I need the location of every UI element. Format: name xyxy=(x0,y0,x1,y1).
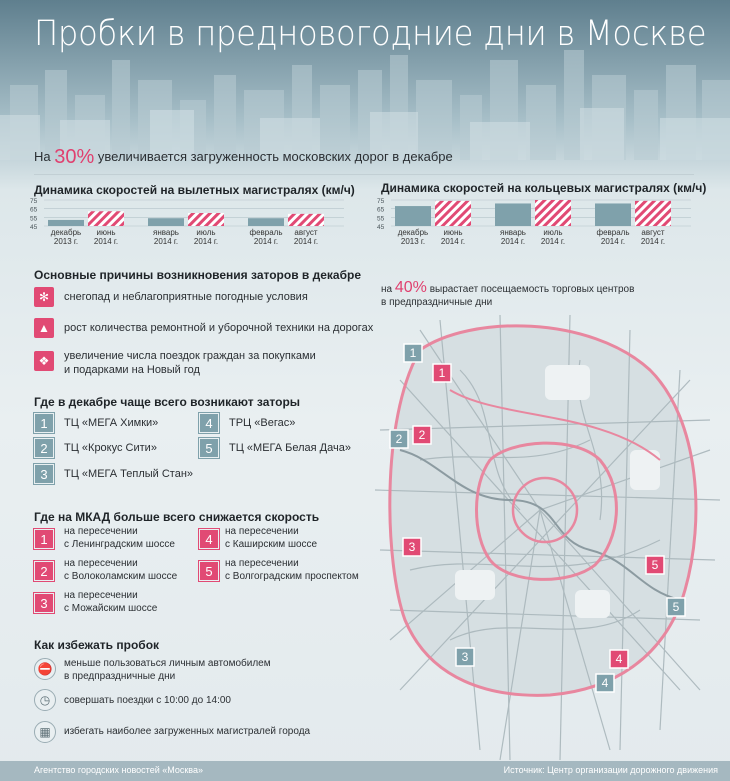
cause-item-shopping-line1: увеличение числа поездок граждан за покупками xyxy=(64,350,316,362)
y-tick-label: 65 xyxy=(377,206,385,214)
map-mkad-3: 3 xyxy=(408,540,416,554)
chart-ring-speeds xyxy=(377,196,695,258)
mkad-item-4 xyxy=(225,525,317,551)
mkad-item-5 xyxy=(225,557,359,583)
lead-percent: 30% xyxy=(54,146,95,168)
x-tick-label: февраль xyxy=(596,228,630,237)
bar-summer-1 xyxy=(435,201,471,226)
mkad-item-1-line1: на пересечении xyxy=(64,526,138,537)
x-tick-year: 2014 г. xyxy=(293,237,319,246)
mkad-item-4-line2: с Каширским шоссе xyxy=(225,539,318,550)
map-mall-2: 2 xyxy=(395,432,403,446)
cause-item-shopping xyxy=(64,349,316,377)
mkad-item-5-line1: на пересечении xyxy=(225,558,299,569)
bar-winter-0 xyxy=(48,220,84,226)
mall-label-5: ТЦ «МЕГА Белая Дача» xyxy=(229,442,351,454)
divider xyxy=(34,174,694,175)
bar-summer-5 xyxy=(288,214,324,226)
mall-label-1: ТЦ «МЕГА Химки» xyxy=(64,417,159,429)
chart2-title: Динамика скоростей на кольцевых магистралях (км/ч) xyxy=(381,181,707,195)
malls-title: Где в декабре чаще всего возникают заторы xyxy=(34,395,301,409)
x-tick-label: декабрь xyxy=(50,228,82,237)
bar-winter-4 xyxy=(595,203,631,226)
map-mkad-1: 1 xyxy=(438,366,446,380)
bar-winter-2 xyxy=(148,218,184,226)
mkad-item-1 xyxy=(64,525,175,551)
bar-summer-3 xyxy=(188,213,224,226)
map-mkad-2: 2 xyxy=(418,428,426,442)
chart-outbound-speeds xyxy=(30,196,348,258)
x-tick-label: июнь xyxy=(443,228,463,237)
x-tick-year: 2014 г. xyxy=(540,237,566,246)
mkad-marker-2: 2 xyxy=(34,561,54,581)
map-mall-4: 4 xyxy=(601,676,609,690)
mkad-item-1-line2: с Ленинградским шоссе xyxy=(64,539,175,550)
mkad-item-2 xyxy=(64,557,177,583)
bar-winter-0 xyxy=(395,206,431,226)
mall-marker-1: 1 xyxy=(34,413,54,433)
bar-summer-3 xyxy=(535,200,571,226)
lead-text xyxy=(34,146,453,169)
avoid-title: Как избежать пробок xyxy=(34,638,160,652)
x-tick-label: январь xyxy=(500,228,526,237)
mkad-item-3-line1: на пересечении xyxy=(64,590,138,601)
mkad-marker-1: 1 xyxy=(34,529,54,549)
mkad-item-3-line2: с Можайским шоссе xyxy=(64,603,158,614)
footer-agency: Агентство городских новостей «Москва» xyxy=(34,765,203,775)
map-mall-3: 3 xyxy=(461,650,469,664)
avoid-item-car xyxy=(64,657,271,683)
x-tick-year: 2014 г. xyxy=(93,237,119,246)
mkad-item-3 xyxy=(64,589,157,615)
lead-body: увеличивается загруженность московских дорог в декабре xyxy=(97,149,453,164)
gift-icon: ❖ xyxy=(34,351,54,371)
x-tick-year: 2014 г. xyxy=(600,237,626,246)
page-title: Пробки в предновогодние дни в Москве xyxy=(34,14,707,54)
snowflake-icon: ✻ xyxy=(34,287,54,307)
no-car-icon: ⛔ xyxy=(34,658,56,680)
y-tick-label: 65 xyxy=(30,206,38,214)
avoid-item-roads: избегать наиболее загруженных магистралей города xyxy=(64,726,311,737)
mall-marker-4: 4 xyxy=(199,413,219,433)
footer-source: Источник: Центр организации дорожного движения xyxy=(503,765,718,775)
mkad-item-5-line2: с Волгоградским проспектом xyxy=(225,571,359,582)
x-tick-label: июль xyxy=(543,228,563,237)
x-tick-year: 2014 г. xyxy=(193,237,219,246)
cause-item-equipment: рост количества ремонтной и уборочной техники на дорогах xyxy=(64,322,374,334)
x-tick-year: 2014 г. xyxy=(440,237,466,246)
x-tick-year: 2014 г. xyxy=(500,237,526,246)
avoid-item-car-line1: меньше пользоваться личным автомобилем xyxy=(64,658,271,669)
footer xyxy=(0,761,730,781)
x-tick-label: август xyxy=(641,228,665,237)
map-mall-1: 1 xyxy=(409,346,417,360)
mkad-item-2-line1: на пересечении xyxy=(64,558,138,569)
map-mkad-4: 4 xyxy=(615,652,623,666)
mkad-marker-3: 3 xyxy=(34,593,54,613)
malls-note-prefix: на xyxy=(381,284,393,295)
cause-item-weather: снегопад и неблагоприятные погодные условия xyxy=(64,291,308,303)
moscow-road-map xyxy=(360,310,730,765)
mall-marker-5: 5 xyxy=(199,438,219,458)
mall-marker-2: 2 xyxy=(34,438,54,458)
mkad-title: Где на МКАД больше всего снижается скорость xyxy=(34,510,320,524)
x-tick-label: декабрь xyxy=(397,228,429,237)
x-tick-label: июнь xyxy=(96,228,116,237)
mkad-marker-5: 5 xyxy=(199,561,219,581)
x-tick-year: 2013 г. xyxy=(400,237,426,246)
avoid-item-time: совершать поездки с 10:00 до 14:00 xyxy=(64,695,231,706)
map-mall-5: 5 xyxy=(672,600,680,614)
x-tick-year: 2013 г. xyxy=(53,237,79,246)
x-tick-label: февраль xyxy=(249,228,283,237)
bar-winter-4 xyxy=(248,218,284,226)
x-tick-year: 2014 г. xyxy=(640,237,666,246)
bar-winter-2 xyxy=(495,203,531,226)
lead-prefix: На xyxy=(34,149,51,164)
mall-label-2: ТЦ «Крокус Сити» xyxy=(64,442,157,454)
bar-summer-5 xyxy=(635,201,671,226)
chart1-title: Динамика скоростей на вылетных магистралях (км/ч) xyxy=(34,183,355,197)
malls-note xyxy=(381,281,634,309)
y-tick-label: 45 xyxy=(377,224,385,231)
mkad-item-4-line1: на пересечении xyxy=(225,526,299,537)
traffic-cone-icon: ▲ xyxy=(34,318,54,338)
map-mkad-5: 5 xyxy=(651,558,659,572)
mall-label-3: ТЦ «МЕГА Теплый Стан» xyxy=(64,468,194,480)
y-tick-label: 75 xyxy=(30,198,38,205)
x-tick-year: 2014 г. xyxy=(253,237,279,246)
malls-note-text1: вырастает посещаемость торговых центров xyxy=(429,284,635,295)
cause-item-shopping-line2: и подарками на Новый год xyxy=(64,364,200,376)
mall-marker-3: 3 xyxy=(34,464,54,484)
traffic-icon: ▦ xyxy=(34,721,56,743)
y-tick-label: 45 xyxy=(30,224,38,231)
mall-label-4: ТРЦ «Вегас» xyxy=(229,417,296,429)
y-tick-label: 55 xyxy=(30,215,38,223)
mkad-item-2-line2: с Волоколамским шоссе xyxy=(64,571,178,582)
malls-note-line1 xyxy=(381,281,634,296)
y-tick-label: 55 xyxy=(377,215,385,223)
x-tick-year: 2014 г. xyxy=(153,237,179,246)
x-tick-label: июль xyxy=(196,228,216,237)
causes-title: Основные причины возникновения заторов в декабре xyxy=(34,268,362,282)
malls-note-text2: в предпраздничные дни xyxy=(381,297,493,308)
x-tick-label: январь xyxy=(153,228,179,237)
x-tick-label: август xyxy=(294,228,318,237)
bar-summer-1 xyxy=(88,211,124,226)
y-tick-label: 75 xyxy=(377,198,385,205)
avoid-item-car-line2: в предпраздничные дни xyxy=(64,671,176,682)
mkad-marker-4: 4 xyxy=(199,529,219,549)
clock-icon: ◷ xyxy=(34,689,56,711)
skyline-background xyxy=(0,40,730,160)
malls-note-percent: 40% xyxy=(394,279,427,296)
